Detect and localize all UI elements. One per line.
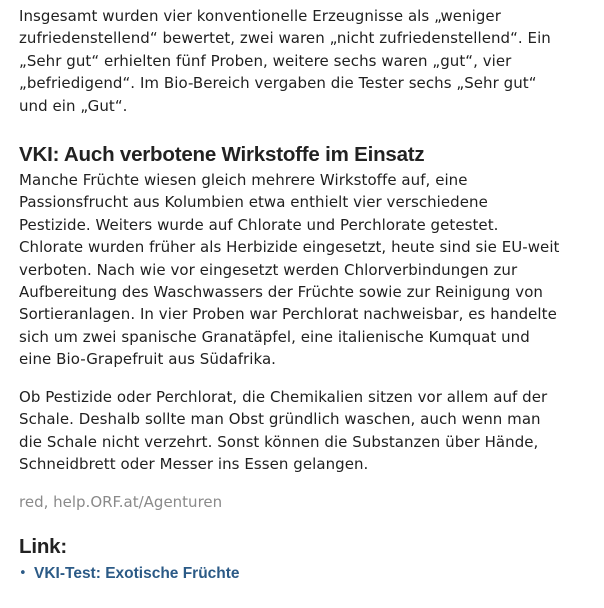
link-list xyxy=(19,563,589,585)
link-list-item xyxy=(19,563,589,585)
vki-test-link[interactable]: VKI-Test: Exotische Früchte xyxy=(34,565,240,583)
links-heading: Link: xyxy=(19,535,67,559)
intro-paragraph: Insgesamt wurden vier konventionelle Erzeugnisse als „weniger zufriedenstellend“ bewertet, zwei waren „nicht zufriedenstellend“. Ein „Sehr gut“ erhielten fünf Proben, weitere sechs waren „gut“, vier „befriedigend“. Im Bio-Bereich vergaben die Tester sechs „Sehr gut“ und ein „Gut“. xyxy=(19,7,551,115)
bullet-icon: • xyxy=(19,566,27,582)
section-paragraph: Manche Früchte wiesen gleich mehrere Wirkstoffe auf, eine Passionsfrucht aus Kolumbien etwa enthielt vier verschiedene Pestizide. Weiters wurde auf Chlorate und Perchlorate getestet. Chlorate wurden früher als Herbizide eingesetzt, heute sind sie EU-weit verboten. Nach wie vor eingesetzt werden Chlorverbindungen zur Aufbereitung des Waschwassers der Früchte sowie zur Reinigung von Sortieranlagen. In vier Proben war Perchlorat nachweisbar, es handelte sich um zwei spanische Granatäpfel, eine italienische Kumquat und eine Bio-Grapefruit aus Südafrika. xyxy=(19,171,560,369)
source-credit: red, help.ORF.at/Agenturen xyxy=(19,493,223,512)
article-body xyxy=(19,0,589,585)
chemicals-paragraph: Ob Pestizide oder Perchlorat, die Chemikalien sitzen vor allem auf der Schale. Deshalb sollte man Obst gründlich waschen, auch wenn man die Schale nicht verzehrt. Sonst können die Substanzen über Hände, Schneidbrett oder Messer ins Essen gelangen. xyxy=(19,387,548,473)
section-heading: VKI: Auch verbotene Wirkstoffe im Einsatz xyxy=(19,143,425,167)
